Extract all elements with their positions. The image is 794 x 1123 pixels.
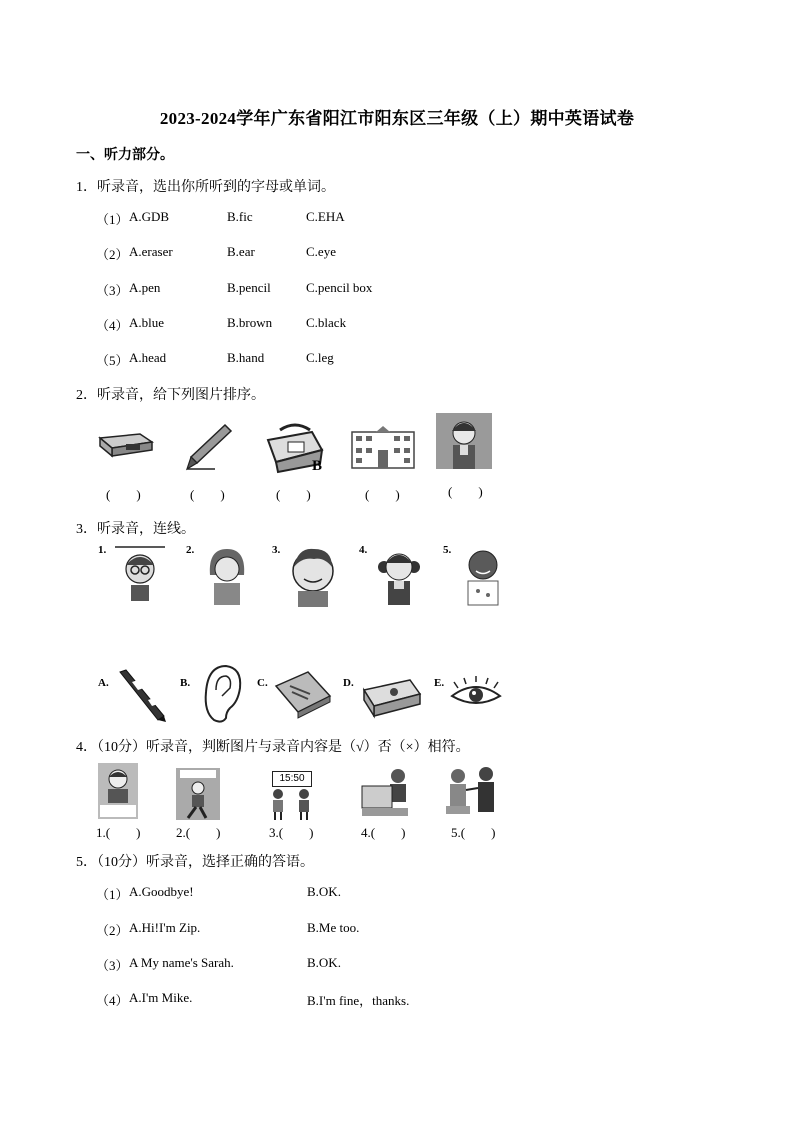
q4-picture-3-two-children bbox=[266, 788, 318, 822]
q5-row-1-option-b[interactable]: B.OK. bbox=[307, 884, 341, 899]
pencil-picture bbox=[185, 423, 235, 473]
q4-answer-blank-1[interactable]: 1.( ) bbox=[96, 825, 141, 840]
q1-row-5-option-a[interactable]: A.head bbox=[129, 350, 167, 365]
pencil-box-picture bbox=[362, 672, 422, 720]
q2-answer-blank-5[interactable]: ( ) bbox=[448, 484, 483, 499]
q1-row-3-option-a[interactable]: A.pen bbox=[129, 280, 161, 295]
q2-answer-blank-4[interactable]: ( ) bbox=[365, 487, 400, 502]
q1-row-1-num: （1） bbox=[96, 212, 129, 227]
eye-picture bbox=[450, 680, 502, 710]
q1-row-2-option-a[interactable]: A.eraser bbox=[129, 244, 173, 259]
q5-row-1-num: （1） bbox=[96, 887, 129, 902]
q4-clock-display: 15:50 bbox=[272, 771, 312, 787]
page-title: 2023-2024学年广东省阳江市阳东区三年级（上）期中英语试卷 bbox=[159, 109, 635, 128]
q5-row-1-option-a[interactable]: A.Goodbye! bbox=[129, 884, 194, 899]
q1-row-3-option-c[interactable]: C.pencil box bbox=[306, 280, 373, 295]
q5-row-4-option-b[interactable]: B.I'm fine，thanks. bbox=[307, 993, 410, 1008]
pigtails-girl-picture bbox=[376, 545, 422, 607]
q5-row-4-num: （4） bbox=[96, 993, 129, 1008]
book-picture bbox=[274, 668, 332, 718]
q4-answer-blank-4[interactable]: 4.( ) bbox=[361, 825, 406, 840]
q3-person-label-3: 3. bbox=[272, 544, 281, 556]
q2-answer-blank-3[interactable]: ( ) bbox=[276, 487, 311, 502]
schoolbag-picture bbox=[262, 422, 328, 474]
q1-row-2-option-c[interactable]: C.eye bbox=[306, 244, 336, 259]
q1-row-1-option-c[interactable]: C.EHA bbox=[306, 209, 345, 224]
q1-row-4-option-c[interactable]: C.black bbox=[306, 315, 347, 330]
q3-person-label-5: 5. bbox=[443, 544, 452, 556]
q5-row-3-num: （3） bbox=[96, 958, 129, 973]
q1-row-3-num: （3） bbox=[96, 283, 129, 298]
q1-row-4-num: （4） bbox=[96, 318, 129, 333]
q1-row-4-option-b[interactable]: B.brown bbox=[227, 315, 273, 330]
q4-answer-blank-2[interactable]: 2.( ) bbox=[176, 825, 221, 840]
q5-row-2-option-b[interactable]: B.Me too. bbox=[307, 920, 360, 935]
q2-answer-blank-2[interactable]: ( ) bbox=[190, 487, 225, 502]
question-2-stem: 2．听录音，给下列图片排序。 bbox=[76, 388, 265, 403]
q1-row-5-option-c[interactable]: C.leg bbox=[306, 350, 334, 365]
q1-row-5-option-b[interactable]: B.hand bbox=[227, 350, 265, 365]
q3-object-label-e: E. bbox=[434, 677, 445, 689]
q1-row-5-num: （5） bbox=[96, 353, 129, 368]
eraser-picture bbox=[96, 428, 156, 458]
q3-person-label-2: 2. bbox=[186, 544, 195, 556]
girl-picture bbox=[204, 545, 250, 605]
question-1-stem: 1．听录音，选出你所听到的字母或单词。 bbox=[76, 180, 335, 195]
ear-picture bbox=[200, 662, 244, 724]
q4-picture-1-boy-with-crayons bbox=[98, 763, 138, 819]
q1-row-2-option-b[interactable]: B.ear bbox=[227, 244, 255, 259]
teacher-picture bbox=[436, 413, 492, 469]
school-building-picture bbox=[350, 424, 416, 470]
section-heading-listening: 一、听力部分。 bbox=[76, 148, 174, 163]
q3-object-label-b: B. bbox=[180, 677, 191, 689]
q4-picture-2-show-your-foot bbox=[176, 768, 220, 820]
boy-with-glasses-picture bbox=[115, 545, 165, 605]
q3-object-label-c: C. bbox=[257, 677, 268, 689]
q5-row-3-option-b[interactable]: B.OK. bbox=[307, 955, 341, 970]
curly-hair-boy-picture bbox=[288, 545, 338, 607]
q3-person-label-4: 4. bbox=[359, 544, 368, 556]
crayon-picture bbox=[118, 668, 168, 724]
q4-picture-5-two-people-greeting bbox=[446, 766, 498, 816]
q4-answer-blank-3[interactable]: 3.( ) bbox=[269, 825, 314, 840]
q1-row-3-option-b[interactable]: B.pencil bbox=[227, 280, 271, 295]
q4-answer-blank-5[interactable]: 5.( ) bbox=[451, 825, 496, 840]
q5-row-4-option-a[interactable]: A.I'm Mike. bbox=[129, 990, 193, 1005]
q4-picture-4-teacher-at-board bbox=[360, 766, 410, 818]
q3-person-label-1: 1. bbox=[98, 544, 107, 556]
q3-object-label-a: A. bbox=[98, 677, 109, 689]
q1-row-2-num: （2） bbox=[96, 247, 129, 262]
bag-letter: B bbox=[312, 458, 323, 474]
q1-row-4-option-a[interactable]: A.blue bbox=[129, 315, 165, 330]
q1-row-1-option-b[interactable]: B.fic bbox=[227, 209, 253, 224]
question-4-stem: 4．（10分）听录音，判断图片与录音内容是（√）否（×）相符。 bbox=[76, 740, 470, 755]
smiling-boy-picture bbox=[460, 545, 506, 607]
q5-row-2-num: （2） bbox=[96, 923, 129, 938]
q5-row-3-option-a[interactable]: A My name's Sarah. bbox=[129, 955, 234, 970]
q2-answer-blank-1[interactable]: ( ) bbox=[106, 487, 141, 502]
q3-object-label-d: D. bbox=[343, 677, 354, 689]
q5-row-2-option-a[interactable]: A.Hi!I'm Zip. bbox=[129, 920, 201, 935]
q1-row-1-option-a[interactable]: A.GDB bbox=[129, 209, 170, 224]
question-3-stem: 3．听录音，连线。 bbox=[76, 522, 195, 537]
question-5-stem: 5．（10分）听录音，选择正确的答语。 bbox=[76, 855, 314, 870]
